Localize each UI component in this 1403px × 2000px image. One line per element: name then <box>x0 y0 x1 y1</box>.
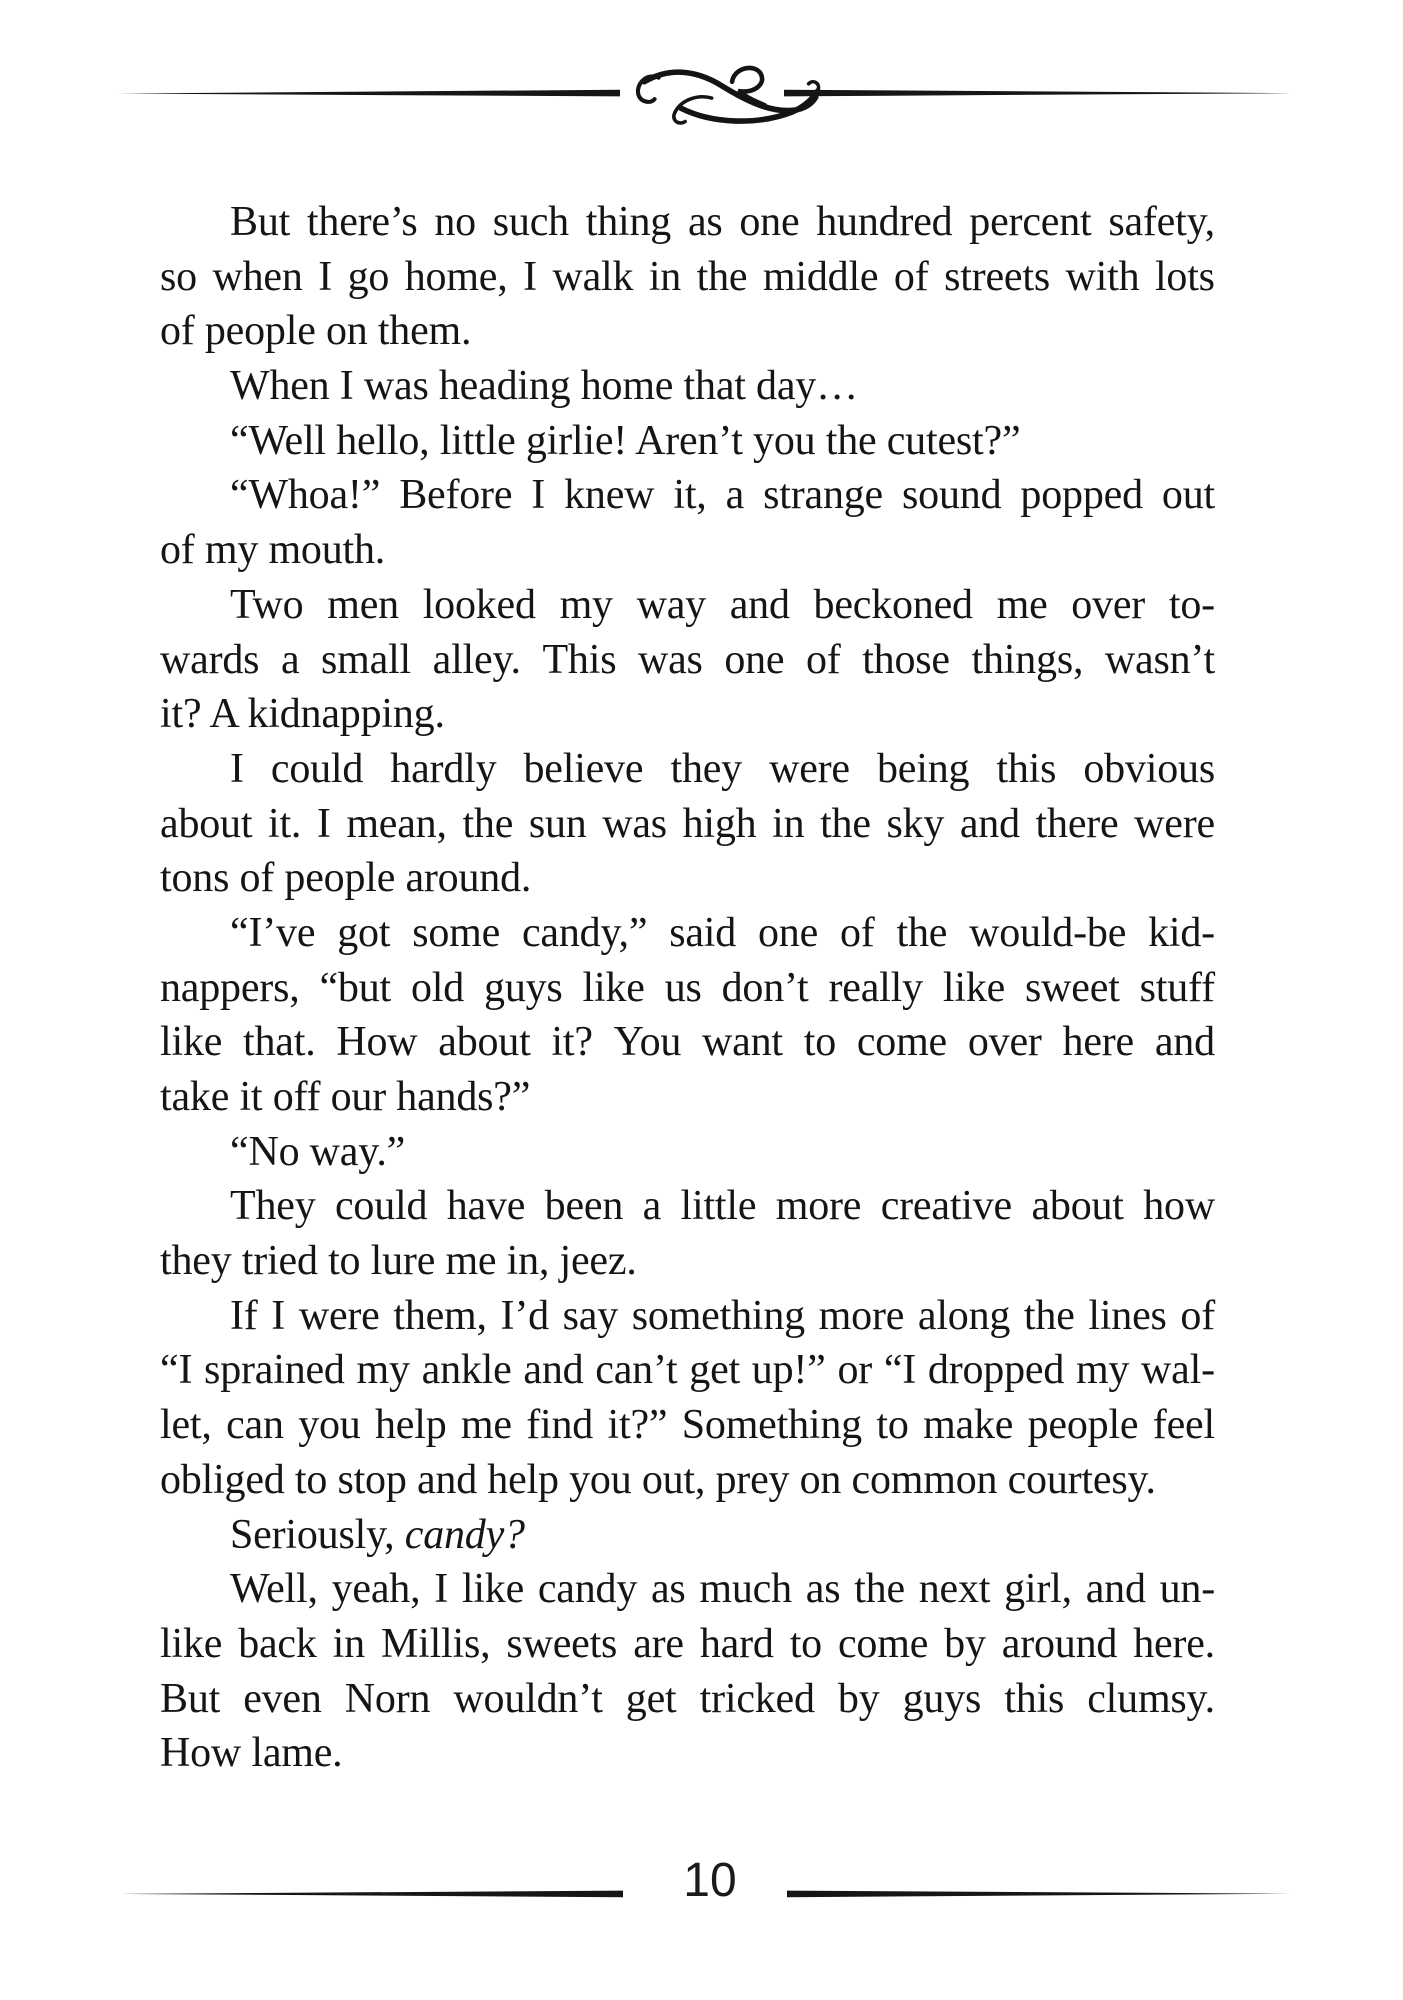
text-line <box>160 1562 1215 1617</box>
italic-text: candy? <box>404 1511 525 1558</box>
word: get <box>625 1675 677 1722</box>
word: You <box>613 1019 682 1066</box>
word: ankle <box>421 1347 512 1394</box>
word: believe <box>523 745 644 792</box>
word: If <box>230 1292 258 1339</box>
word: alley. <box>432 636 521 683</box>
word: it?” <box>607 1402 668 1449</box>
word: the <box>896 909 948 956</box>
word: guys <box>902 1675 982 1722</box>
word: percent <box>969 199 1092 245</box>
word: they <box>670 745 742 792</box>
word: hundred <box>816 199 953 245</box>
word: said <box>669 909 737 956</box>
word: like <box>582 964 645 1011</box>
paragraph <box>160 742 1215 906</box>
text-line <box>160 1617 1215 1672</box>
paragraph <box>160 468 1215 577</box>
text-line <box>160 195 1215 250</box>
text-line <box>160 250 1215 305</box>
word: would-be <box>969 909 1127 956</box>
word: men <box>327 581 399 628</box>
text-segment: How lame. <box>160 1730 343 1777</box>
word: But <box>160 1675 221 1722</box>
word: come <box>837 1620 929 1667</box>
word: feel <box>1152 1402 1215 1449</box>
word: are <box>633 1620 684 1667</box>
word: around <box>1001 1620 1118 1667</box>
text-segment: it? A kidnapping. <box>160 691 445 738</box>
word: Before <box>399 472 513 519</box>
text-line <box>160 633 1215 688</box>
word: streets <box>944 253 1050 300</box>
header-rule-left <box>117 90 620 97</box>
text-segment: of people on them. <box>160 308 472 355</box>
word: how <box>1143 1183 1215 1230</box>
word: have <box>446 1183 526 1230</box>
paragraph <box>160 1508 1215 1563</box>
word: and <box>1154 1019 1215 1066</box>
text-line <box>160 1508 1215 1563</box>
word: can <box>226 1402 284 1449</box>
word: about <box>160 800 253 847</box>
word: were <box>1134 800 1215 847</box>
footer-rule-right <box>787 1891 1290 1898</box>
text-segment: “Well hello, little girlie! Aren’t you the cutest?” <box>230 417 1021 464</box>
word: way <box>636 581 706 628</box>
word: a <box>280 636 300 683</box>
text-line <box>160 1234 1215 1289</box>
word: really <box>828 964 923 1011</box>
word: there <box>1035 800 1119 847</box>
word: like <box>461 1566 525 1613</box>
word: with <box>1065 253 1140 300</box>
word: no <box>434 199 476 245</box>
word: strange <box>763 472 883 519</box>
word: over <box>967 1019 1042 1066</box>
word: here <box>1062 1019 1134 1066</box>
word: kid- <box>1148 909 1215 956</box>
word: was <box>637 636 703 683</box>
word: But <box>230 199 291 245</box>
word: middle <box>762 253 879 300</box>
word: one <box>724 636 785 683</box>
word: of <box>893 253 929 300</box>
word: the <box>462 800 514 847</box>
word: I <box>434 1566 449 1613</box>
word: one <box>757 909 819 956</box>
text-line <box>160 742 1215 797</box>
page-number: 10 <box>683 1854 737 1907</box>
text-segment: obliged to stop and help you out, prey on common courtesy. <box>160 1456 1156 1503</box>
word: were <box>298 1292 380 1339</box>
word: as <box>687 199 723 245</box>
word: in <box>772 800 805 847</box>
text-line <box>160 414 1215 469</box>
word: wouldn’t <box>453 1675 603 1722</box>
text-line <box>160 1125 1215 1180</box>
text-line <box>160 578 1215 633</box>
word: help <box>375 1402 447 1449</box>
word: in <box>648 253 682 300</box>
text-line <box>160 906 1215 961</box>
word: to- <box>1168 581 1215 628</box>
word: to <box>803 1019 836 1066</box>
word: want <box>702 1019 783 1066</box>
word: something <box>631 1292 805 1339</box>
word: nappers, <box>160 964 300 1011</box>
text-segment: of my mouth. <box>160 527 386 574</box>
word: when <box>212 253 303 300</box>
word: this <box>1004 1675 1065 1722</box>
word: like <box>942 964 1006 1011</box>
word: me <box>996 581 1048 628</box>
word: next <box>918 1566 991 1613</box>
word: Well, <box>230 1566 318 1613</box>
word: and <box>729 581 790 628</box>
word: to <box>876 1402 909 1449</box>
word: and <box>1085 1566 1146 1613</box>
word: lines <box>1088 1292 1167 1339</box>
word: things, <box>971 636 1084 683</box>
word: can’t <box>595 1347 678 1394</box>
word: wasn’t <box>1104 636 1215 683</box>
word: was <box>602 800 667 847</box>
word: make <box>923 1402 1014 1449</box>
word: out <box>1161 472 1215 519</box>
word: hardly <box>390 745 497 792</box>
word: my <box>559 581 613 628</box>
text-line <box>160 961 1215 1016</box>
word: sky <box>886 800 945 847</box>
text-segment: tons of people around. <box>160 855 532 902</box>
word: even <box>243 1675 322 1722</box>
text-segment: they tried to lure me in, jeez. <box>160 1238 637 1285</box>
word: a <box>642 1183 662 1230</box>
text-line <box>160 1179 1215 1234</box>
text-line <box>160 797 1215 852</box>
word: and <box>523 1347 584 1394</box>
word: high <box>682 800 757 847</box>
word: sun <box>528 800 587 847</box>
word: walk <box>552 253 634 300</box>
paragraph <box>160 195 1215 359</box>
word: to <box>789 1620 822 1667</box>
word: beckoned <box>813 581 973 628</box>
word: over <box>1071 581 1146 628</box>
word: more <box>775 1183 862 1230</box>
word: those <box>862 636 950 683</box>
word: it? <box>551 1019 593 1066</box>
word: sweet <box>1025 964 1120 1011</box>
word: got <box>337 909 391 956</box>
paragraph <box>160 1179 1215 1288</box>
word: been <box>544 1183 624 1230</box>
word: safety, <box>1108 199 1215 245</box>
footer-rule-left <box>120 1891 623 1898</box>
word: candy <box>537 1566 638 1613</box>
word: in <box>332 1620 365 1667</box>
text-line <box>160 1398 1215 1453</box>
paragraph <box>160 1125 1215 1180</box>
word: I <box>316 800 331 847</box>
word: find <box>526 1402 594 1449</box>
text-line <box>160 304 1215 359</box>
word: How <box>336 1019 418 1066</box>
word: say <box>562 1292 619 1339</box>
word: some <box>412 909 501 956</box>
word: were <box>769 745 850 792</box>
paragraph <box>160 414 1215 469</box>
header-rule-right <box>784 90 1291 97</box>
word: dropped <box>927 1347 1065 1394</box>
word: this <box>996 745 1057 792</box>
word: like <box>160 1620 223 1667</box>
word: I <box>531 472 546 519</box>
word: them, <box>393 1292 487 1339</box>
paragraph <box>160 906 1215 1125</box>
text-segment: take it off our hands?” <box>160 1074 531 1120</box>
word: as <box>650 1566 686 1613</box>
word: people <box>1027 1402 1139 1449</box>
word: don’t <box>721 964 809 1011</box>
word: along <box>917 1292 1011 1339</box>
word: stuff <box>1139 964 1215 1011</box>
word: of <box>805 636 841 683</box>
word: obvious <box>1083 745 1215 792</box>
text-line <box>160 687 1215 742</box>
text-line <box>160 1672 1215 1727</box>
word: Millis, <box>380 1620 491 1667</box>
word: tricked <box>699 1675 815 1722</box>
word: us <box>664 964 702 1011</box>
paragraph <box>160 578 1215 742</box>
word: much <box>699 1566 792 1613</box>
word: I <box>318 253 333 300</box>
word: there’s <box>306 199 418 245</box>
word: or <box>837 1347 873 1394</box>
word: it. <box>267 800 302 847</box>
text-line <box>160 1070 1215 1125</box>
page-text <box>160 195 1215 1781</box>
word: such <box>492 199 569 245</box>
word: Something <box>681 1402 862 1449</box>
word: little <box>680 1183 757 1230</box>
text-segment: Seriously, <box>230 1511 405 1558</box>
paragraph <box>160 1289 1215 1508</box>
word: I’d <box>500 1292 549 1339</box>
word: the <box>1023 1292 1075 1339</box>
word: it, <box>673 472 707 519</box>
word: being <box>876 745 970 792</box>
text-line <box>160 1015 1215 1070</box>
text-line <box>160 851 1215 906</box>
text-segment: “No way.” <box>230 1128 406 1175</box>
word: small <box>321 636 412 683</box>
word: They <box>230 1183 316 1230</box>
paragraph <box>160 359 1215 414</box>
word: looked <box>422 581 536 628</box>
word: I <box>230 745 244 792</box>
word: mean, <box>346 800 447 847</box>
word: home, <box>404 253 508 300</box>
word: as <box>805 1566 841 1613</box>
word: “I’ve <box>230 909 316 956</box>
word: the <box>854 1566 905 1613</box>
word: knew <box>564 472 655 519</box>
word: so <box>160 253 197 300</box>
word: un- <box>1159 1566 1215 1613</box>
word: me <box>460 1402 512 1449</box>
word: old <box>410 964 465 1011</box>
word: here. <box>1133 1620 1215 1667</box>
word: “I <box>160 1347 193 1394</box>
word: sprained <box>204 1347 345 1394</box>
word: a <box>725 472 745 519</box>
word: my <box>356 1347 410 1394</box>
word: hard <box>699 1620 774 1667</box>
word: lots <box>1154 253 1215 300</box>
paragraph <box>160 1562 1215 1781</box>
word: “Whoa!” <box>230 472 381 519</box>
text-line <box>160 1289 1215 1344</box>
word: could <box>270 745 364 792</box>
word: the <box>696 253 748 300</box>
word: Norn <box>344 1675 431 1722</box>
text-line <box>160 359 1215 414</box>
text-line <box>160 468 1215 523</box>
word: sweets <box>506 1620 618 1667</box>
word: come <box>856 1019 947 1066</box>
word: like <box>160 1019 223 1066</box>
word: Two <box>230 581 304 628</box>
word: of <box>839 909 875 956</box>
word: thing <box>585 199 672 245</box>
word: wal- <box>1141 1347 1215 1394</box>
word: that. <box>243 1019 316 1066</box>
word: “I <box>883 1347 917 1394</box>
text-line <box>160 1343 1215 1398</box>
word: by <box>944 1620 986 1667</box>
word: of <box>1180 1292 1215 1339</box>
word: one <box>739 199 800 245</box>
word: up!” <box>751 1347 826 1394</box>
word: the <box>820 800 871 847</box>
word: back <box>238 1620 317 1667</box>
word: yeah, <box>331 1566 421 1613</box>
word: you <box>298 1402 361 1449</box>
word: my <box>1075 1347 1130 1394</box>
word: creative <box>880 1183 1012 1230</box>
calligraphic-flourish-icon <box>628 58 828 130</box>
word: I <box>271 1292 286 1339</box>
word: candy,” <box>521 909 648 956</box>
word: girl, <box>1004 1566 1072 1613</box>
word: go <box>347 253 390 300</box>
word: about <box>1031 1183 1124 1230</box>
word: guys <box>484 964 563 1011</box>
text-line <box>160 523 1215 578</box>
word: sound <box>902 472 1002 519</box>
word: more <box>818 1292 905 1339</box>
word: This <box>542 636 617 683</box>
text-segment: When I was heading home that day… <box>230 363 858 410</box>
text-line <box>160 1453 1215 1508</box>
word: about <box>438 1019 531 1066</box>
word: clumsy. <box>1087 1675 1215 1722</box>
word: wards <box>160 636 260 683</box>
word: let, <box>160 1402 212 1449</box>
word: and <box>959 800 1020 847</box>
word: I <box>523 253 537 300</box>
word: “but <box>319 964 391 1011</box>
word: by <box>837 1675 880 1722</box>
word: get <box>689 1347 740 1394</box>
word: could <box>334 1183 428 1230</box>
text-line <box>160 1726 1215 1781</box>
word: popped <box>1020 472 1143 519</box>
